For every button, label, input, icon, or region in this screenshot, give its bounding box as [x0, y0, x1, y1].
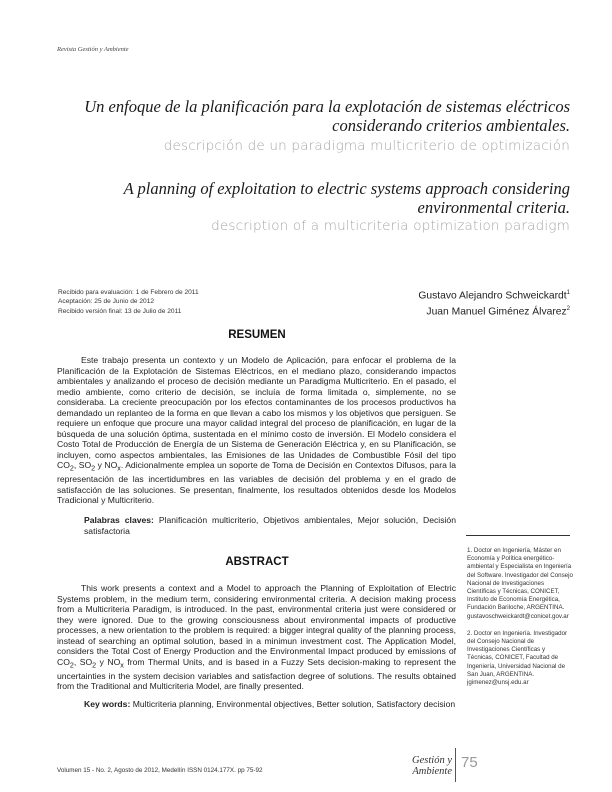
abstract-body: This work presents a context and a Model to approach the Planning of Exploitation of Electric Systems problem, in the medium term, considering environmental criteria. A decision making process from a Multicriteria Paradigm, is introduced. In the past, environmental criteria just were considered or they were ignored. Due to the growing consciousness about environmental impacts of productive processes, a new orientation to the problem is required: a bigger integral quality of the planning process, instead of searching an optimal solution, based in a minimun investment cost. The Application Model, considers the Total Cost of Energy Production and the Environmental Impact produced by emissions of $CO_2$, $SO_2$ y $NO_x$ from Thermal Units, and is based in a Fuzzy Sets decision-making to represent the uncertainties in the system decision variables and satisfaction degree of solutions. The results obtained from the Traditional and Multicriteria Model, are finally presented.: [57, 583, 457, 692]
date-final: Recibido versión final: 13 de Julio de 2011: [58, 307, 182, 315]
subtitle-spanish: descripción de un paradigma multicriterio de optimización: [163, 138, 570, 154]
author-name: Gustavo Alejandro Schweickardt: [418, 290, 567, 302]
keywords-label: Palabras claves:: [84, 515, 154, 525]
author-footnotes: [467, 547, 573, 696]
author-2: [418, 303, 570, 319]
journal-logo: Gestión y Ambiente: [412, 755, 452, 777]
author-name: Juan Manuel Giménez Álvarez: [426, 306, 567, 318]
author-list: [418, 287, 570, 319]
journal-running-head: Revista Gestión y Ambiente: [57, 46, 129, 53]
title-english: A planning of exploitation to electric systems approach considering environmental criteria.: [123, 179, 570, 217]
author-1: [418, 287, 570, 303]
page-number-divider: [455, 748, 456, 782]
page-number: 75: [461, 754, 478, 771]
keywords-label: Key words:: [84, 699, 131, 709]
key-words: [84, 699, 456, 710]
abstract-heading: ABSTRACT: [225, 556, 289, 568]
resumen-heading: RESUMEN: [228, 329, 286, 341]
citation-footer: Volumen 15 - No. 2, Agosto de 2012, Medellín ISSN 0124.177X. pp 75-92: [57, 767, 263, 774]
palabras-claves: [84, 515, 456, 536]
author-ref: 1: [566, 290, 570, 296]
keywords-text: Planificación multicriterio, Objetivos ambientales, Mejor solución, Decisión satisfactoria: [84, 515, 456, 536]
title-spanish: Un enfoque de la planificación para la explotación de sistemas eléctricos considerando criterios ambientales.: [84, 97, 570, 135]
submission-dates: [58, 288, 199, 316]
footnote-2: 2. Doctor en Ingeniería. Investigador del Consejo Nacional de Investigaciones Científicas y Técnicas, CONICET, Facultad de Ingeniería, Universidad Nacional de San Juan, ARGENTINA. jgimenez@unsj.edu.ar: [467, 629, 568, 687]
resumen-body: Este trabajo presenta un contexto y un Modelo de Aplicación, para enfocar el problema de la Planificación de la Explotación de Sistemas Eléctricos, en el mediano plazo, considerando impactos ambientales y analizando el proceso de decisión mediante un Paradigma Multicriterio. En el pasado, el medio ambiente, como criterio de decisión, se incluía de forma limitada o, simplemente, no se consideraba. La creciente preocupación por los efectos contaminantes de los procesos productivos ha demandado un replanteo de la forma en que llevan a cabo los mismos y los objetivos que persiguen. Se requiere un enfoque que procure una mayor calidad integral del proceso de planificación, en lugar de la búsqueda de una solución óptima, sustentada en el mínimo costo de inversión. El Modelo considera el Costo Total de Producción de Energía de un Sistema de Generación Eléctrica y, en su Planificación, se incluyen, como aspectos ambientales, las Emisiones de las Unidades de Combustible Fósil del tipo $CO_2$, $SO_2$ y $NO_x$. Adicionalmente emplea un soporte de Toma de Decisión en Contextos Difusos, para la representación de las incertidumbres en las variables de decisión del problema y en el grado de satisfacción de las soluciones. Se presentan, finalmente, los resultados obtenidos desde los Modelos Tradicional y Multicriterio.: [57, 355, 456, 506]
date-accepted: Aceptación: 25 de Junio de 2012: [58, 298, 155, 306]
subtitle-english: description of a multicriteria optimization paradigm: [211, 218, 570, 234]
footnote-1: 1. Doctor en Ingeniería, Máster en Economía y Política energético-ambiental y Especialista en Ingeniería del Software. Investigador del Consejo Nacional de Investigaciones Científicas y Técnicas, CONICET, Instituto de Economía Energética, Fundación Bariloche, ARGENTINA. gustavoschweickardt@conicet.gov.ar: [467, 547, 573, 620]
date-received: Recibido para evaluación: 1 de Febrero de 2011: [58, 289, 199, 296]
footnote-divider: [466, 535, 570, 536]
author-ref: 2: [566, 305, 570, 312]
keywords-text: Multicriteria planning, Environmental objectives, Better solution, Satisfactory decision: [130, 699, 456, 709]
